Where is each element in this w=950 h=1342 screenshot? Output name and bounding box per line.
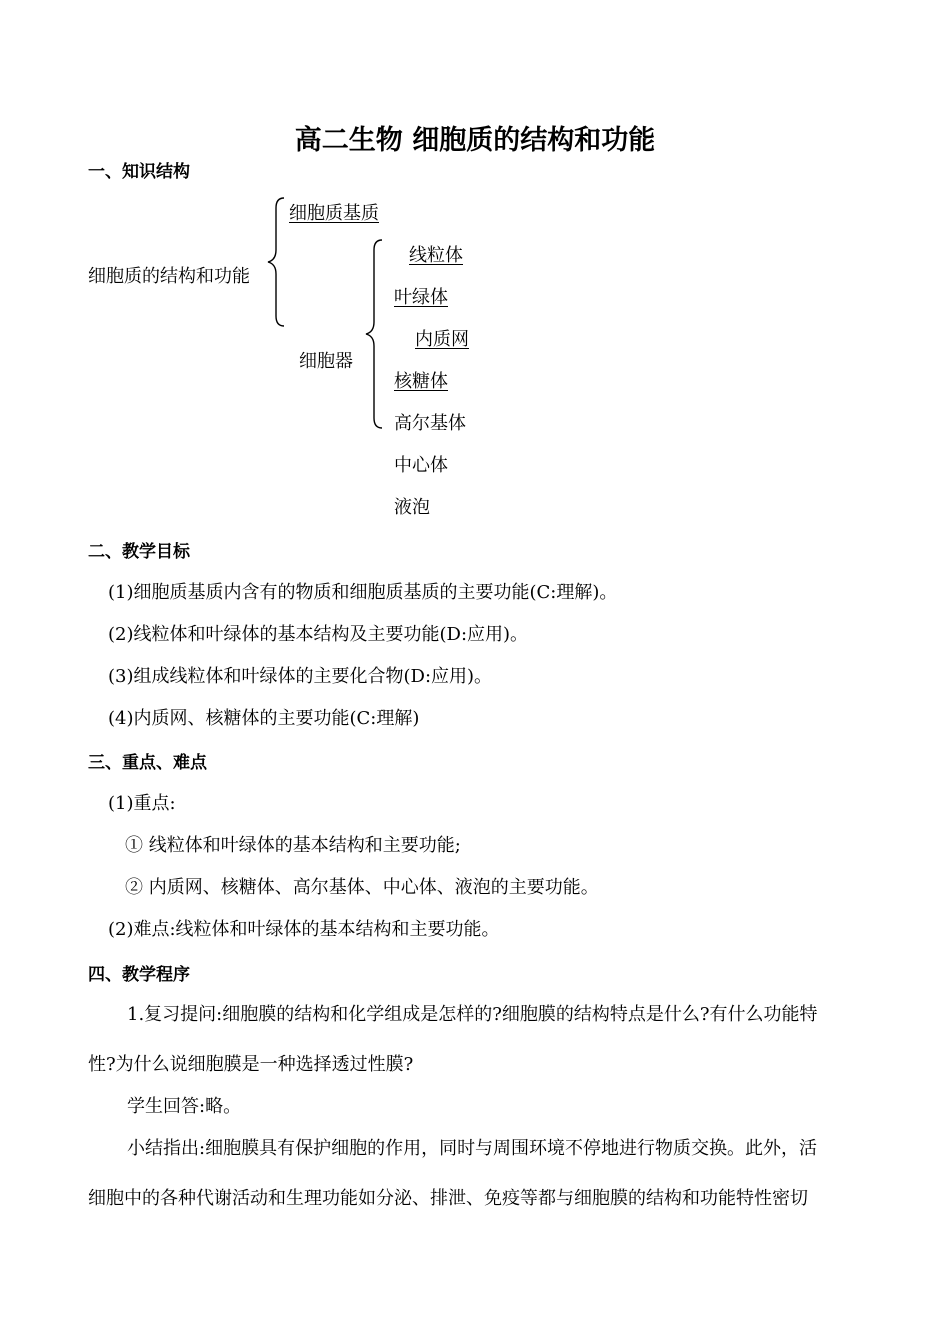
difficult-point: (2)难点:线粒体和叶绿体的基本结构和主要功能。 (108, 919, 500, 940)
structure-root: 细胞质的结构和功能 (88, 266, 250, 287)
objective-item: (1)细胞质基质内含有的物质和细胞质基质的主要功能(C:理解)。 (108, 582, 618, 603)
inner-brace (362, 238, 388, 430)
page-title: 高二生物 细胞质的结构和功能 (294, 125, 656, 156)
procedure-summary-line2: 细胞中的各种代谢活动和生理功能如分泌、排泄、免疫等都与细胞膜的结构和功能特性密切 (88, 1188, 808, 1209)
objective-item: (4)内质网、核糖体的主要功能(C:理解) (108, 708, 420, 729)
key-point-item: ① 线粒体和叶绿体的基本结构和主要功能; (125, 835, 461, 856)
organelle-er: 内质网 (415, 329, 469, 350)
procedure-summary-line1: 小结指出:细胞膜具有保护细胞的作用，同时与周围环境不停地进行物质交换。此外，活 (127, 1138, 818, 1159)
section-heading-procedure: 四、教学程序 (88, 965, 190, 985)
key-point-label: (1)重点: (108, 793, 176, 814)
organelle-chloroplast: 叶绿体 (394, 287, 448, 308)
organelle-golgi: 高尔基体 (394, 413, 466, 434)
structure-organelles-label: 细胞器 (299, 351, 353, 372)
procedure-answer: 学生回答:略。 (127, 1096, 242, 1117)
procedure-question-line1: 1.复习提问:细胞膜的结构和化学组成是怎样的?细胞膜的结构特点是什么?有什么功能特 (127, 1004, 818, 1025)
organelle-vacuole: 液泡 (394, 497, 430, 518)
section-heading-objectives: 二、教学目标 (88, 542, 190, 562)
organelle-ribosome: 核糖体 (394, 371, 448, 392)
objective-item: (2)线粒体和叶绿体的基本结构及主要功能(D:应用)。 (108, 624, 529, 645)
organelle-mitochondria: 线粒体 (409, 245, 463, 266)
section-heading-knowledge-structure: 一、知识结构 (88, 162, 190, 182)
organelle-centrosome: 中心体 (394, 455, 448, 476)
section-heading-key-points: 三、重点、难点 (88, 753, 207, 773)
procedure-question-line2: 性?为什么说细胞膜是一种选择透过性膜? (88, 1054, 414, 1075)
objective-item: (3)组成线粒体和叶绿体的主要化合物(D:应用)。 (108, 666, 493, 687)
outer-brace (264, 196, 290, 328)
key-point-item: ② 内质网、核糖体、高尔基体、中心体、液泡的主要功能。 (125, 877, 599, 898)
structure-matrix: 细胞质基质 (289, 203, 379, 224)
